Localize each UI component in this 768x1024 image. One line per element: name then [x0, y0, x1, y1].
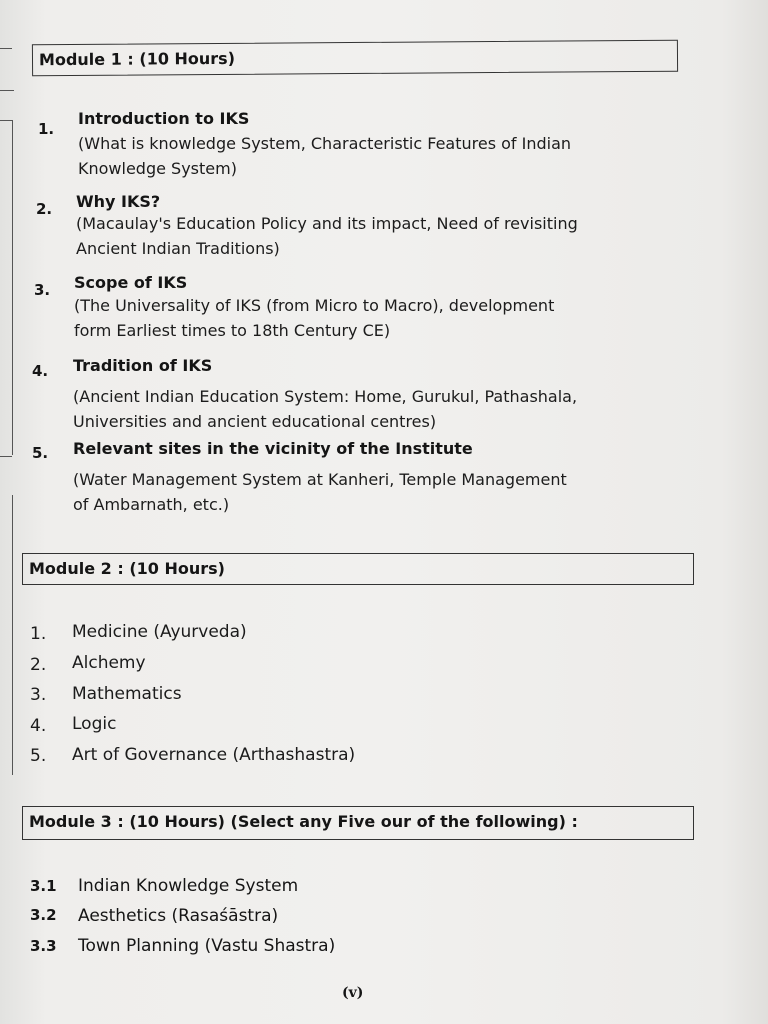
item-number: 3.2 [30, 906, 57, 924]
item-text: Art of Governance (Arthashastra) [72, 745, 356, 765]
margin-rule [12, 120, 13, 455]
item-number: 3. [34, 281, 51, 299]
item-text: Indian Knowledge System [78, 876, 299, 896]
item-title: Relevant sites in the vicinity of the Institute [73, 439, 473, 458]
margin-mark [0, 456, 12, 457]
module-3-header [22, 806, 694, 840]
item-number: 2. [30, 655, 47, 675]
margin-mark [0, 90, 14, 91]
item-description [74, 293, 554, 343]
module-1-header [32, 40, 678, 77]
desc-line: (Water Management System at Kanheri, Temple Management [73, 470, 567, 489]
desc-line: Ancient Indian Traditions) [76, 239, 280, 258]
page-number: (v) [342, 985, 364, 1001]
item-number: 4. [32, 362, 49, 380]
item-text: Mathematics [72, 684, 182, 704]
desc-line: (The Universality of IKS (from Micro to Macro), development [74, 296, 555, 315]
desc-line: form Earliest times to 18th Century CE) [74, 321, 391, 340]
margin-mark [0, 120, 12, 121]
item-title: Tradition of IKS [73, 356, 213, 375]
item-description [73, 467, 567, 517]
item-title: Why IKS? [76, 192, 161, 211]
item-number: 5. [30, 746, 47, 766]
item-title: Scope of IKS [74, 273, 188, 292]
item-text: Logic [72, 714, 117, 734]
item-number: 5. [32, 444, 49, 462]
desc-line: (Ancient Indian Education System: Home, Gurukul, Pathashala, [73, 387, 578, 406]
desc-line: Knowledge System) [78, 159, 237, 178]
item-number: 3. [30, 685, 47, 705]
item-description [78, 131, 571, 181]
desc-line: (What is knowledge System, Characteristic Features of Indian [78, 134, 572, 153]
margin-mark [0, 48, 12, 49]
item-number: 1. [38, 120, 55, 138]
item-number: 3.1 [30, 877, 57, 895]
item-description [73, 384, 577, 434]
desc-line: (Macaulay's Education Policy and its impact, Need of revisiting [76, 214, 578, 233]
item-number: 1. [30, 624, 47, 644]
margin-rule [12, 495, 13, 775]
item-text: Town Planning (Vastu Shastra) [78, 936, 336, 956]
item-text: Aesthetics (Rasaśāstra) [78, 906, 279, 926]
desc-line: of Ambarnath, etc.) [73, 495, 230, 514]
item-text: Alchemy [72, 653, 146, 673]
desc-line: Universities and ancient educational centres) [73, 412, 437, 431]
module-2-header-text: Module 2 : (10 Hours) [29, 559, 225, 578]
item-title: Introduction to IKS [78, 109, 250, 128]
item-description [76, 211, 578, 261]
item-text: Medicine (Ayurveda) [72, 622, 247, 642]
module-2-header [22, 553, 694, 585]
module-1-header-text: Module 1 : (10 Hours) [38, 48, 236, 70]
item-number: 4. [30, 716, 47, 736]
item-number: 2. [36, 200, 53, 218]
item-number: 3.3 [30, 937, 57, 955]
module-3-header-text: Module 3 : (10 Hours) (Select any Five our of the following) : [29, 812, 578, 831]
